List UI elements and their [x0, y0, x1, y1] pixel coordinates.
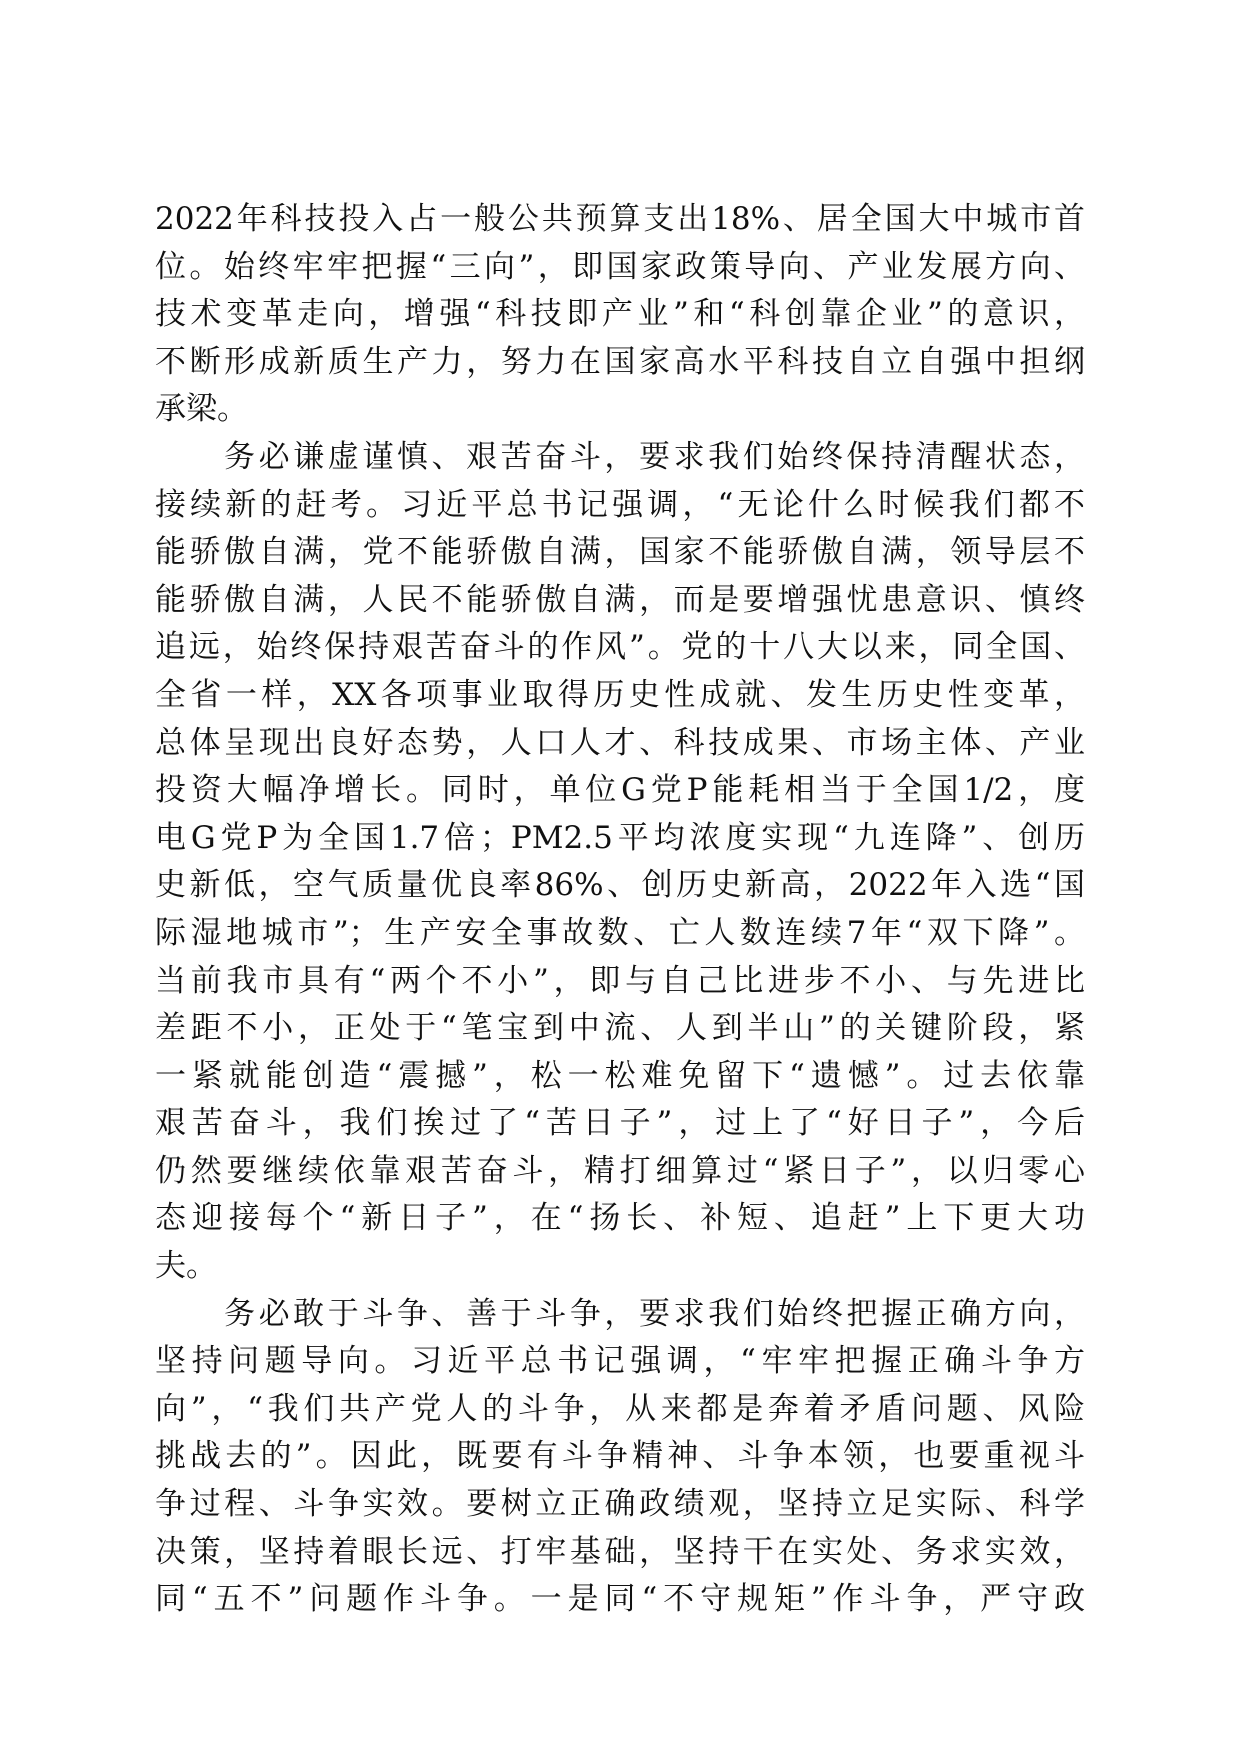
- text-line: 能骄傲自满，人民不能骄傲自满，而是要增强忧患意识、慎终: [155, 581, 1085, 618]
- text-line: 投资大幅净增长。同时，单位G党P能耗相当于全国1/2，度: [155, 772, 1085, 809]
- text-line: 技术变革走向，增强“科技即产业”和“科创靠企业”的意识，: [155, 296, 1085, 333]
- text-line: 际湿地城市”；生产安全事故数、亡人数连续7年“双下降”。: [155, 914, 1085, 951]
- text-line: 能骄傲自满，党不能骄傲自满，国家不能骄傲自满，领导层不: [155, 534, 1085, 571]
- text-line: 当前我市具有“两个不小”，即与自己比进步不小、与先进比: [155, 962, 1085, 999]
- paragraph: [155, 434, 1085, 1291]
- body-text: [155, 196, 1085, 1624]
- text-line: 位。始终牢牢把握“三向”，即国家政策导向、产业发展方向、: [155, 248, 1085, 285]
- text-line: 2022年科技投入占一般公共预算支出18%、居全国大中城市首: [155, 201, 1085, 237]
- text-line: 电G党P为全国1.7倍；PM2.5平均浓度实现“九连降”、创历: [155, 819, 1085, 856]
- text-line: 史新低，空气质量优良率86%、创历史新高，2022年入选“国: [155, 867, 1085, 904]
- text-line: 争过程、斗争实效。要树立正确政绩观，坚持立足实际、科学: [155, 1486, 1085, 1523]
- text-line: 全省一样，XX各项事业取得历史性成就、发生历史性变革，: [155, 676, 1085, 713]
- text-line: 承梁。: [155, 391, 248, 428]
- text-line: 挑战去的”。因此，既要有斗争精神、斗争本领，也要重视斗: [155, 1438, 1085, 1475]
- paragraph: [155, 1291, 1085, 1624]
- text-line: 不断形成新质生产力，努力在国家高水平科技自立自强中担纲: [155, 343, 1085, 380]
- text-line: 仍然要继续依靠艰苦奋斗，精打细算过“紧日子”，以归零心: [155, 1152, 1085, 1189]
- text-line: 夫。: [155, 1248, 217, 1285]
- text-line: 接续新的赶考。习近平总书记强调，“无论什么时候我们都不: [155, 486, 1085, 523]
- text-line: 差距不小，正处于“笔宝到中流、人到半山”的关键阶段，紧: [155, 1010, 1085, 1047]
- text-line: 务必敢于斗争、善于斗争，要求我们始终把握正确方向，: [224, 1295, 1085, 1332]
- text-line: 坚持问题导向。习近平总书记强调，“牢牢把握正确斗争方: [155, 1343, 1085, 1380]
- text-line: 追远，始终保持艰苦奋斗的作风”。党的十八大以来，同全国、: [155, 629, 1085, 666]
- text-line: 艰苦奋斗，我们挨过了“苦日子”，过上了“好日子”，今后: [155, 1105, 1085, 1142]
- text-line: 态迎接每个“新日子”，在“扬长、补短、追赶”上下更大功: [155, 1200, 1085, 1237]
- text-line: 总体呈现出良好态势，人口人才、科技成果、市场主体、产业: [155, 724, 1085, 761]
- paragraph: [155, 196, 1085, 434]
- text-line: 向”，“我们共产党人的斗争，从来都是奔着矛盾问题、风险: [155, 1390, 1085, 1427]
- text-line: 一紧就能创造“震撼”，松一松难免留下“遗憾”。过去依靠: [155, 1057, 1085, 1094]
- text-line: 务必谦虚谨慎、艰苦奋斗，要求我们始终保持清醒状态，: [224, 438, 1085, 475]
- text-line: 同“五不”问题作斗争。一是同“不守规矩”作斗争，严守政: [155, 1581, 1085, 1618]
- text-line: 决策，坚持着眼长远、打牢基础，坚持干在实处、务求实效，: [155, 1533, 1085, 1570]
